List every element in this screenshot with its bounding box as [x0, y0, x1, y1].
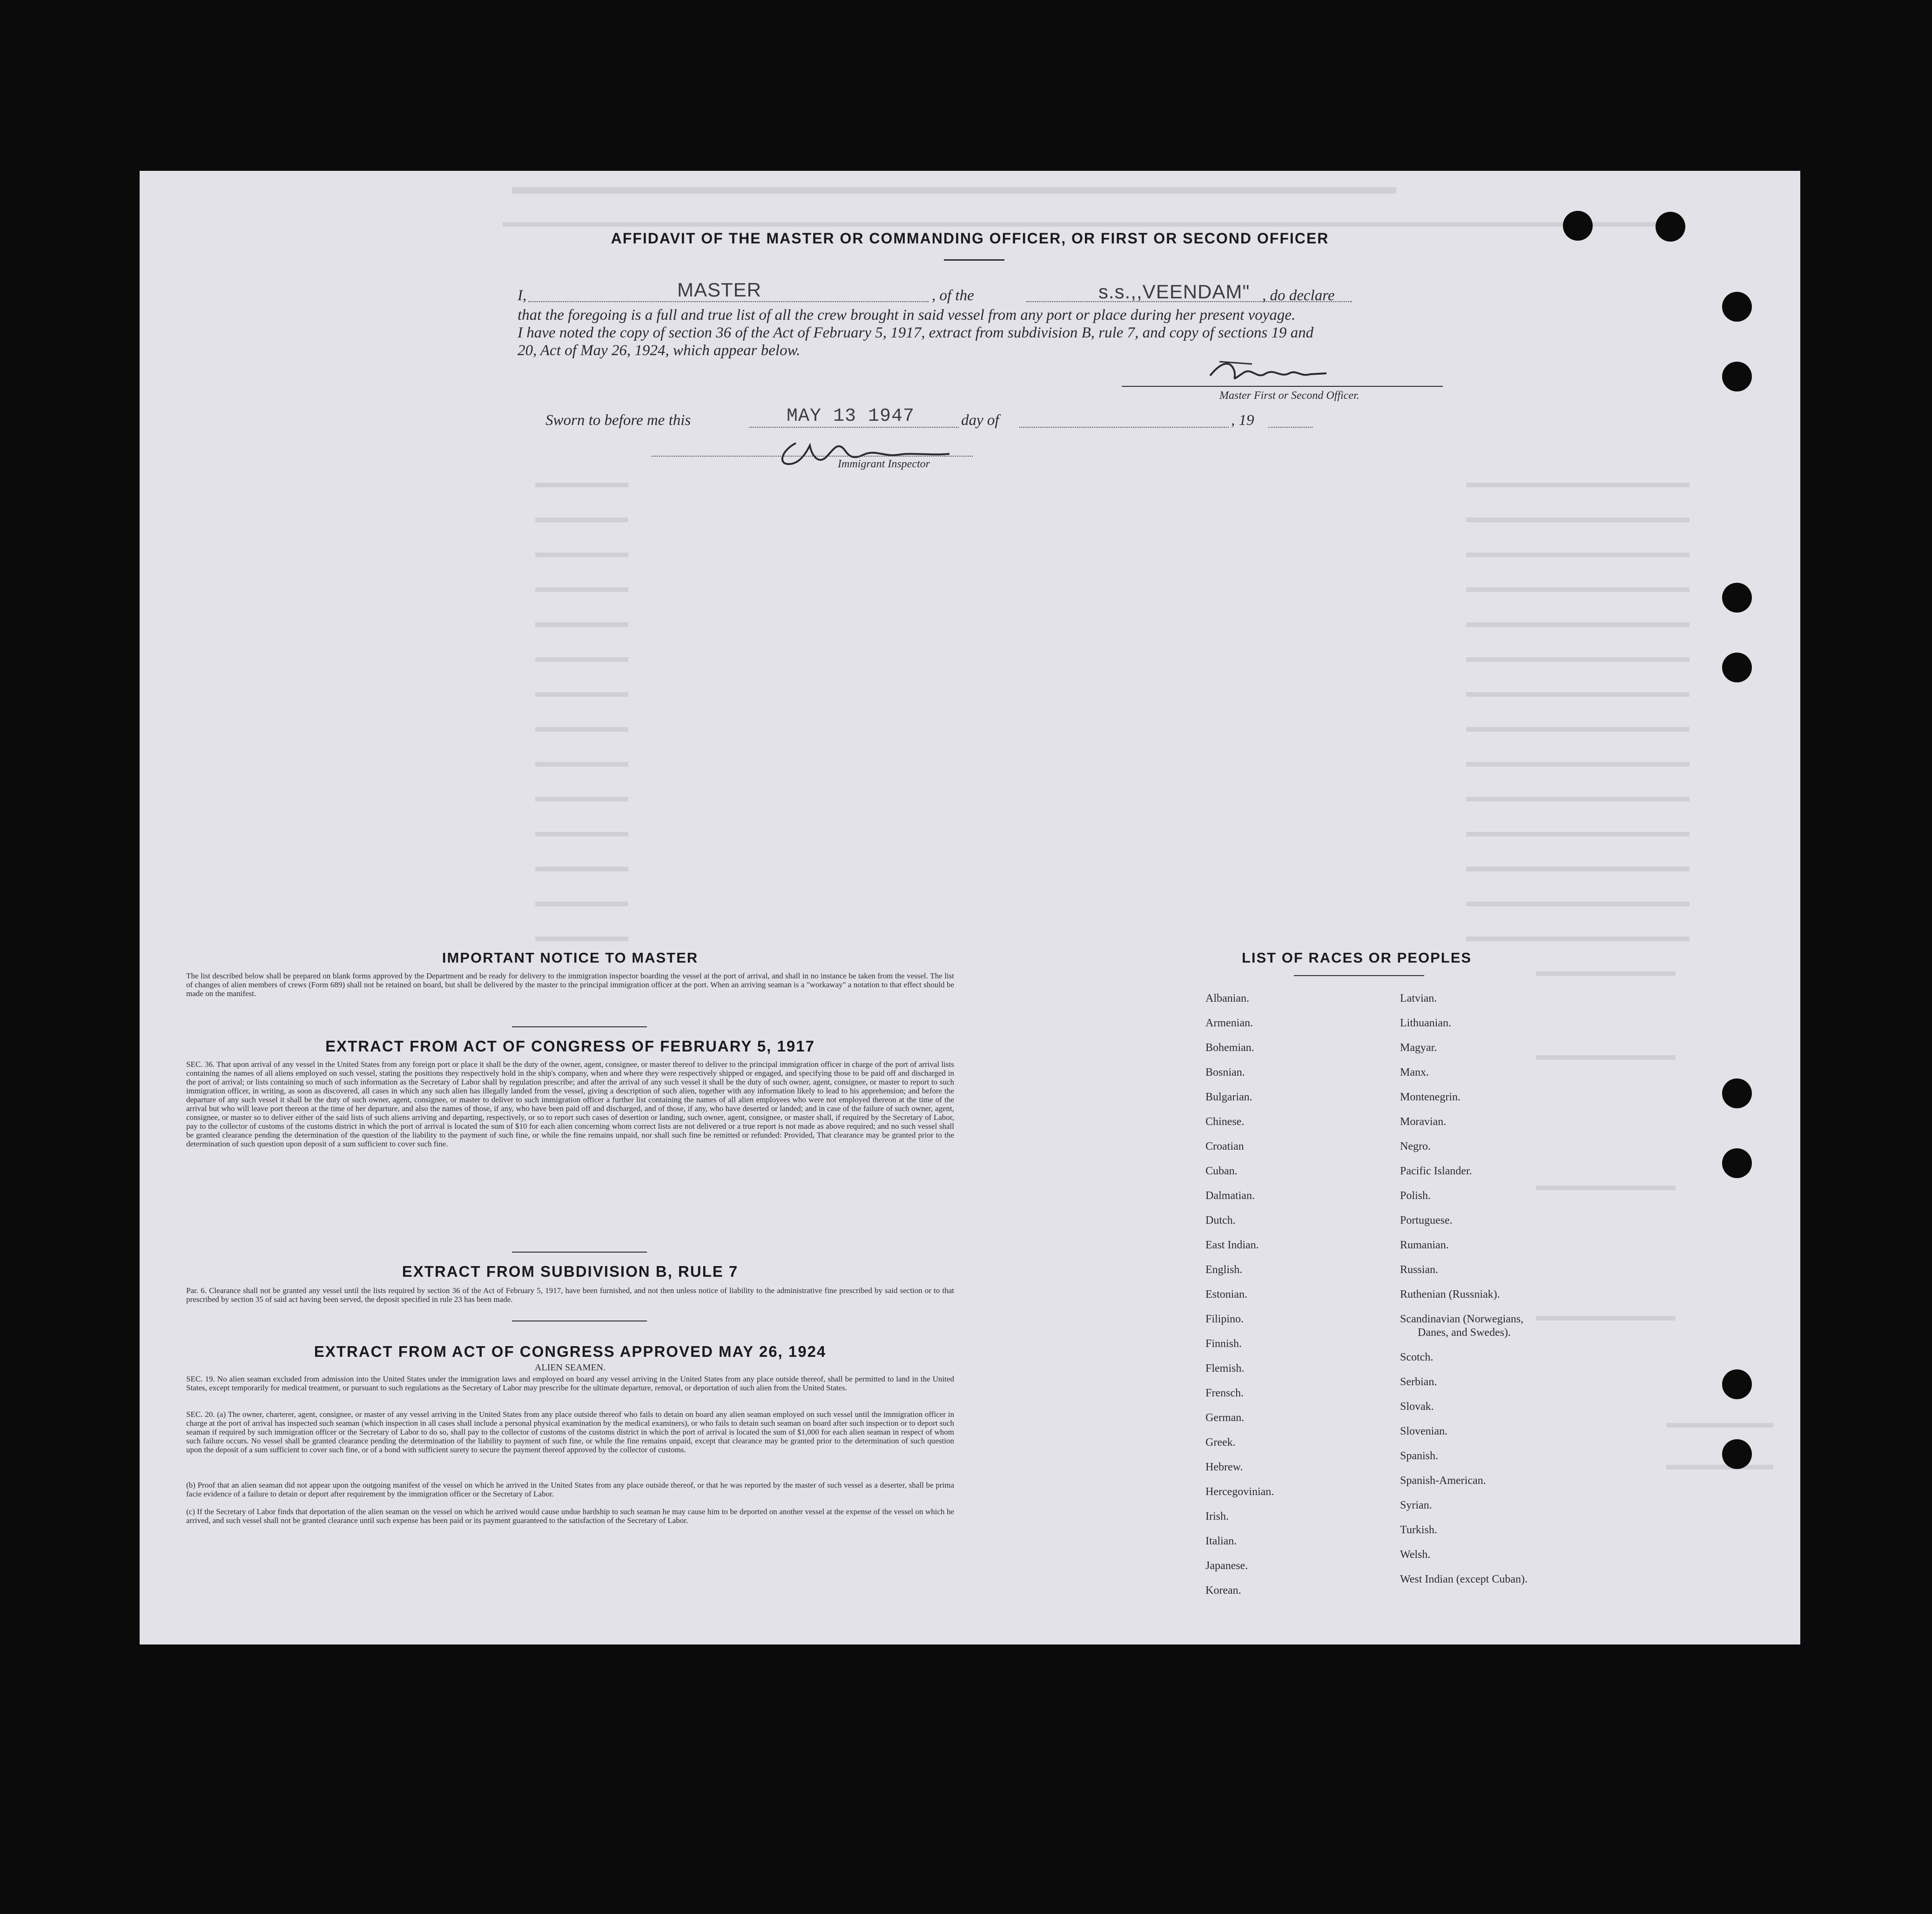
master-signature-line [1122, 386, 1443, 387]
race-item: Serbian. [1400, 1376, 1437, 1388]
divider [512, 1252, 647, 1253]
race-item: Hercegovinian. [1205, 1486, 1274, 1498]
race-item: Rumanian. [1400, 1239, 1449, 1251]
race-item: Italian. [1205, 1535, 1237, 1547]
race-item: Greek. [1205, 1436, 1236, 1449]
divider [512, 1026, 647, 1027]
race-item: Slovak. [1400, 1401, 1434, 1413]
race-item: West Indian (except Cuban). [1400, 1573, 1528, 1585]
race-item: Irish. [1205, 1510, 1229, 1523]
race-item: Chinese. [1205, 1116, 1245, 1128]
race-item: English. [1205, 1264, 1243, 1276]
line1-prefix: I, [518, 287, 527, 304]
race-item: Spanish-American. [1400, 1475, 1486, 1487]
race-item: Manx. [1400, 1066, 1429, 1078]
race-item: Filipino. [1205, 1313, 1244, 1325]
extract-1924-p2: SEC. 20. (a) The owner, charterer, agent, consignee, or master of any vessel arriving in the United States from any place outside thereof who fails to detain on board any alien seaman employed on such vessel until the immigration officer in charge at the port of arrival has inspected such seaman (which inspection in all cases shall include a personal physical examination by the medical examiners), or who fails to detain such seaman on board after such inspection or to deport such seaman if required by such immigration officer or the Secretary of Labor to do so, shall pay to the collector of customs of the customs district in which the port of arrival is located the sum of $1,000 for each alien seaman in respect of whom such failure occurs. No vessel shall be granted clearance pending the determination of the liability to payment of such fine, or while the fine remains unpaid, except that clearance may be granted prior to the determination of such question upon the deposit of a sum sufficient to cover such fine, or of a bond with sufficient surety to secure the payment thereof approved by the collector of customs. [186, 1410, 954, 1454]
inspector-caption: Immigrant Inspector [838, 458, 930, 470]
sworn-prefix: Sworn to before me this [545, 412, 691, 429]
master-caption: Master First or Second Officer. [1219, 390, 1360, 402]
race-item: East Indian. [1205, 1239, 1259, 1251]
binder-hole [1722, 1369, 1752, 1399]
affidavit-line-4: 20, Act of May 26, 1924, which appear below. [518, 342, 801, 359]
binder-hole [1722, 362, 1752, 391]
document-page [140, 171, 1800, 1644]
affidavit-line-2: that the foregoing is a full and true list of all the crew brought in said vessel from any port or place during her present voyage. [518, 307, 1296, 323]
extract-1917-title: EXTRACT FROM ACT OF CONGRESS OF FEBRUARY 5, 1917 [325, 1038, 815, 1055]
extract-1917-text: SEC. 36. That upon arrival of any vessel in the United States from any foreign port or place it shall be the duty of the owner, agent, consignee, or master thereof to deliver to the principal immigration officer in charge of the port of arrival lists containing the names of all aliens employed on such vessel, stating the positions they respectively hold in the ship's company, when and where they were respectively shipped or engaged, and specifying those to be paid off and discharged in the port of arrival; or lists containing so much of such information as the Secretary of Labor shall by regulation prescribe; and after the arrival of any such vessel it shall be the duty of such owner, agent, consignee, or master to report to such immigration officer, in writing, as soon as discovered, all cases in which any such alien has illegally landed from the vessel, giving a description of such alien, together with any information likely to lead to his apprehension; and before the departure of any such vessel it shall be the duty of such owner, agent, consignee, or master to deliver to such immigration officer a further list containing the names of all alien employees who were not employed thereon at the time of the arrival but who will leave port thereon at the time of her departure, and also the names of those, if any, who have been paid off and discharged, and of those, if any, who have deserted or landed; and in case of the failure of such owner, agent, consignee, or master so to deliver either of the said lists of such aliens arriving and departing, respectively, or so to report such cases of desertion or landing, such owner, agent, consignee, or master shall, if required by the Secretary of Labor, pay to the collector of customs of the customs district in which the port of arrival is located the sum of $10 for each alien concerning whom correct lists are not delivered or a true report is not made as above required; and no such vessel shall be granted clearance pending the determination of the question of the liability to the payment of such fine, or while the fine remains unpaid, nor shall such fine be remitted or refunded: Provided, That clearance may be granted prior to the determination of such question upon deposit of a sum sufficient to cover such fine. [186, 1060, 954, 1148]
sworn-day-of: day of [961, 412, 999, 429]
binder-hole [1722, 1439, 1752, 1469]
race-item: Polish. [1400, 1190, 1431, 1202]
master-name-field [528, 301, 929, 302]
binder-hole [1722, 292, 1752, 322]
race-item: Dutch. [1205, 1214, 1236, 1227]
affidavit-line-3: I have noted the copy of section 36 of the Act of February 5, 1917, extract from subdivision B, rule 7, and copy of sections 19 and [518, 324, 1314, 341]
race-item: Finnish. [1205, 1338, 1242, 1350]
extract-rule7-text: Par. 6. Clearance shall not be granted any vessel until the lists required by section 36 of the Act of February 5, 1917, have been furnished, and not then unless notice of liability to the administrative fine prescribed by said section or to that prescribed by section 35 of said act having been served, the deposit specified in rule 23 has been made. [186, 1286, 954, 1304]
race-item: Portuguese. [1400, 1214, 1453, 1227]
extract-1924-p4: (c) If the Secretary of Labor finds that deportation of the alien seaman on the vessel on which he arrived would cause undue hardship to such seaman he may cause him to be deported on another vessel at the expense of the vessel on which he arrived, and such vessel shall not be granted clearance until such expense has been paid or its payment guaranteed to the satisfaction of the Secretary of Labor. [186, 1507, 954, 1525]
inspector-signature-line [652, 456, 973, 457]
extract-1924-p3: (b) Proof that an alien seaman did not appear upon the outgoing manifest of the vessel on which he arrived in the United States from any place outside thereof, or that he was reported by the master of such vessel as a deserter, shall be prima facie evidence of a failure to detain or deport after requirement by the immigration officer or the Secretary of Labor. [186, 1481, 954, 1498]
line1-suffix: , do declare [1262, 287, 1335, 304]
race-item: Croatian [1205, 1140, 1244, 1152]
sworn-year: , 19 [1231, 412, 1254, 429]
line1-mid: , of the [932, 287, 974, 304]
race-item: Russian. [1400, 1264, 1439, 1276]
binder-hole [1722, 1078, 1752, 1108]
race-item: Danes, and Swedes). [1418, 1327, 1511, 1339]
race-item: Flemish. [1205, 1362, 1245, 1375]
races-column-2 [1400, 986, 1528, 1592]
race-item: Hebrew. [1205, 1461, 1243, 1473]
race-item: Bosnian. [1205, 1066, 1245, 1078]
races-title-underline [1294, 975, 1424, 976]
binder-hole [1722, 583, 1752, 613]
race-item: Magyar. [1400, 1042, 1437, 1054]
title-underline [944, 259, 1004, 261]
race-item: Syrian. [1400, 1499, 1432, 1511]
race-item: Slovenian. [1400, 1425, 1447, 1437]
race-item: Bohemian. [1205, 1042, 1254, 1054]
race-item: Scandinavian (Norwegians, [1400, 1313, 1524, 1325]
race-item: Korean. [1205, 1584, 1241, 1597]
race-item: Cuban. [1205, 1165, 1238, 1177]
sworn-date-typed: MAY 13 1947 [787, 406, 915, 427]
race-item: Bulgarian. [1205, 1091, 1252, 1103]
notice-text: The list described below shall be prepared on blank forms approved by the Department and be ready for delivery to the immigration inspector boarding the vessel at the port of arrival, and shall in no instance be taken from the vessel. The list of changes of alien members of crews (Form 689) shall not be retained on board, but shall be delivered by the master to the principal immigration officer at the port. When an arriving seaman is a "workaway" a notation to that effect should be made on the manifest. [186, 971, 954, 998]
extract-1924-title: EXTRACT FROM ACT OF CONGRESS APPROVED MAY 26, 1924 [314, 1343, 827, 1360]
race-item: Scotch. [1400, 1351, 1434, 1363]
sworn-month-field [1019, 427, 1229, 428]
sworn-date-field [749, 427, 959, 428]
vessel-name-typed: s.s.,,VEENDAM" [1098, 281, 1250, 303]
race-item: Estonian. [1205, 1288, 1247, 1301]
races-title: LIST OF RACES OR PEOPLES [1241, 950, 1472, 966]
sworn-year-field [1268, 427, 1313, 428]
binder-hole [1722, 653, 1752, 682]
race-item: Spanish. [1400, 1450, 1439, 1462]
race-item: Pacific Islander. [1400, 1165, 1472, 1177]
races-column-1 [1205, 986, 1274, 1603]
notice-title: IMPORTANT NOTICE TO MASTER [442, 950, 699, 966]
extract-rule7-title: EXTRACT FROM SUBDIVISION B, RULE 7 [402, 1263, 739, 1280]
race-item: German. [1205, 1412, 1245, 1424]
race-item: Lithuanian. [1400, 1017, 1451, 1029]
master-name-typed: MASTER [677, 279, 762, 301]
extract-1924-subtitle: ALIEN SEAMEN. [534, 1362, 606, 1373]
race-item: Montenegrin. [1400, 1091, 1461, 1103]
binder-hole [1722, 1148, 1752, 1178]
race-item: Armenian. [1205, 1017, 1253, 1029]
race-item: Welsh. [1400, 1549, 1431, 1561]
affidavit-line-1 [518, 287, 1448, 306]
race-item: Turkish. [1400, 1524, 1437, 1536]
extract-1924-p1: SEC. 19. No alien seaman excluded from admission into the United States under the immigration laws and employed on board any vessel arriving in the United States from any place outside thereof, shall be permitted to land in the United States, except temporarily for medical treatment, or pursuant to such regulations as the Secretary of Labor may prescribe for the ultimate departure, removal, or deportation of such alien from the United States. [186, 1375, 954, 1392]
race-item: Albanian. [1205, 992, 1249, 1004]
race-item: Moravian. [1400, 1116, 1447, 1128]
race-item: Japanese. [1205, 1560, 1248, 1572]
race-item: Ruthenian (Russniak). [1400, 1288, 1500, 1301]
race-item: Dalmatian. [1205, 1190, 1255, 1202]
race-item: Negro. [1400, 1140, 1431, 1152]
race-item: Frensch. [1205, 1387, 1244, 1399]
affidavit-title: AFFIDAVIT OF THE MASTER OR COMMANDING OFFICER, OR FIRST OR SECOND OFFICER [611, 230, 1329, 247]
race-item: Latvian. [1400, 992, 1437, 1004]
